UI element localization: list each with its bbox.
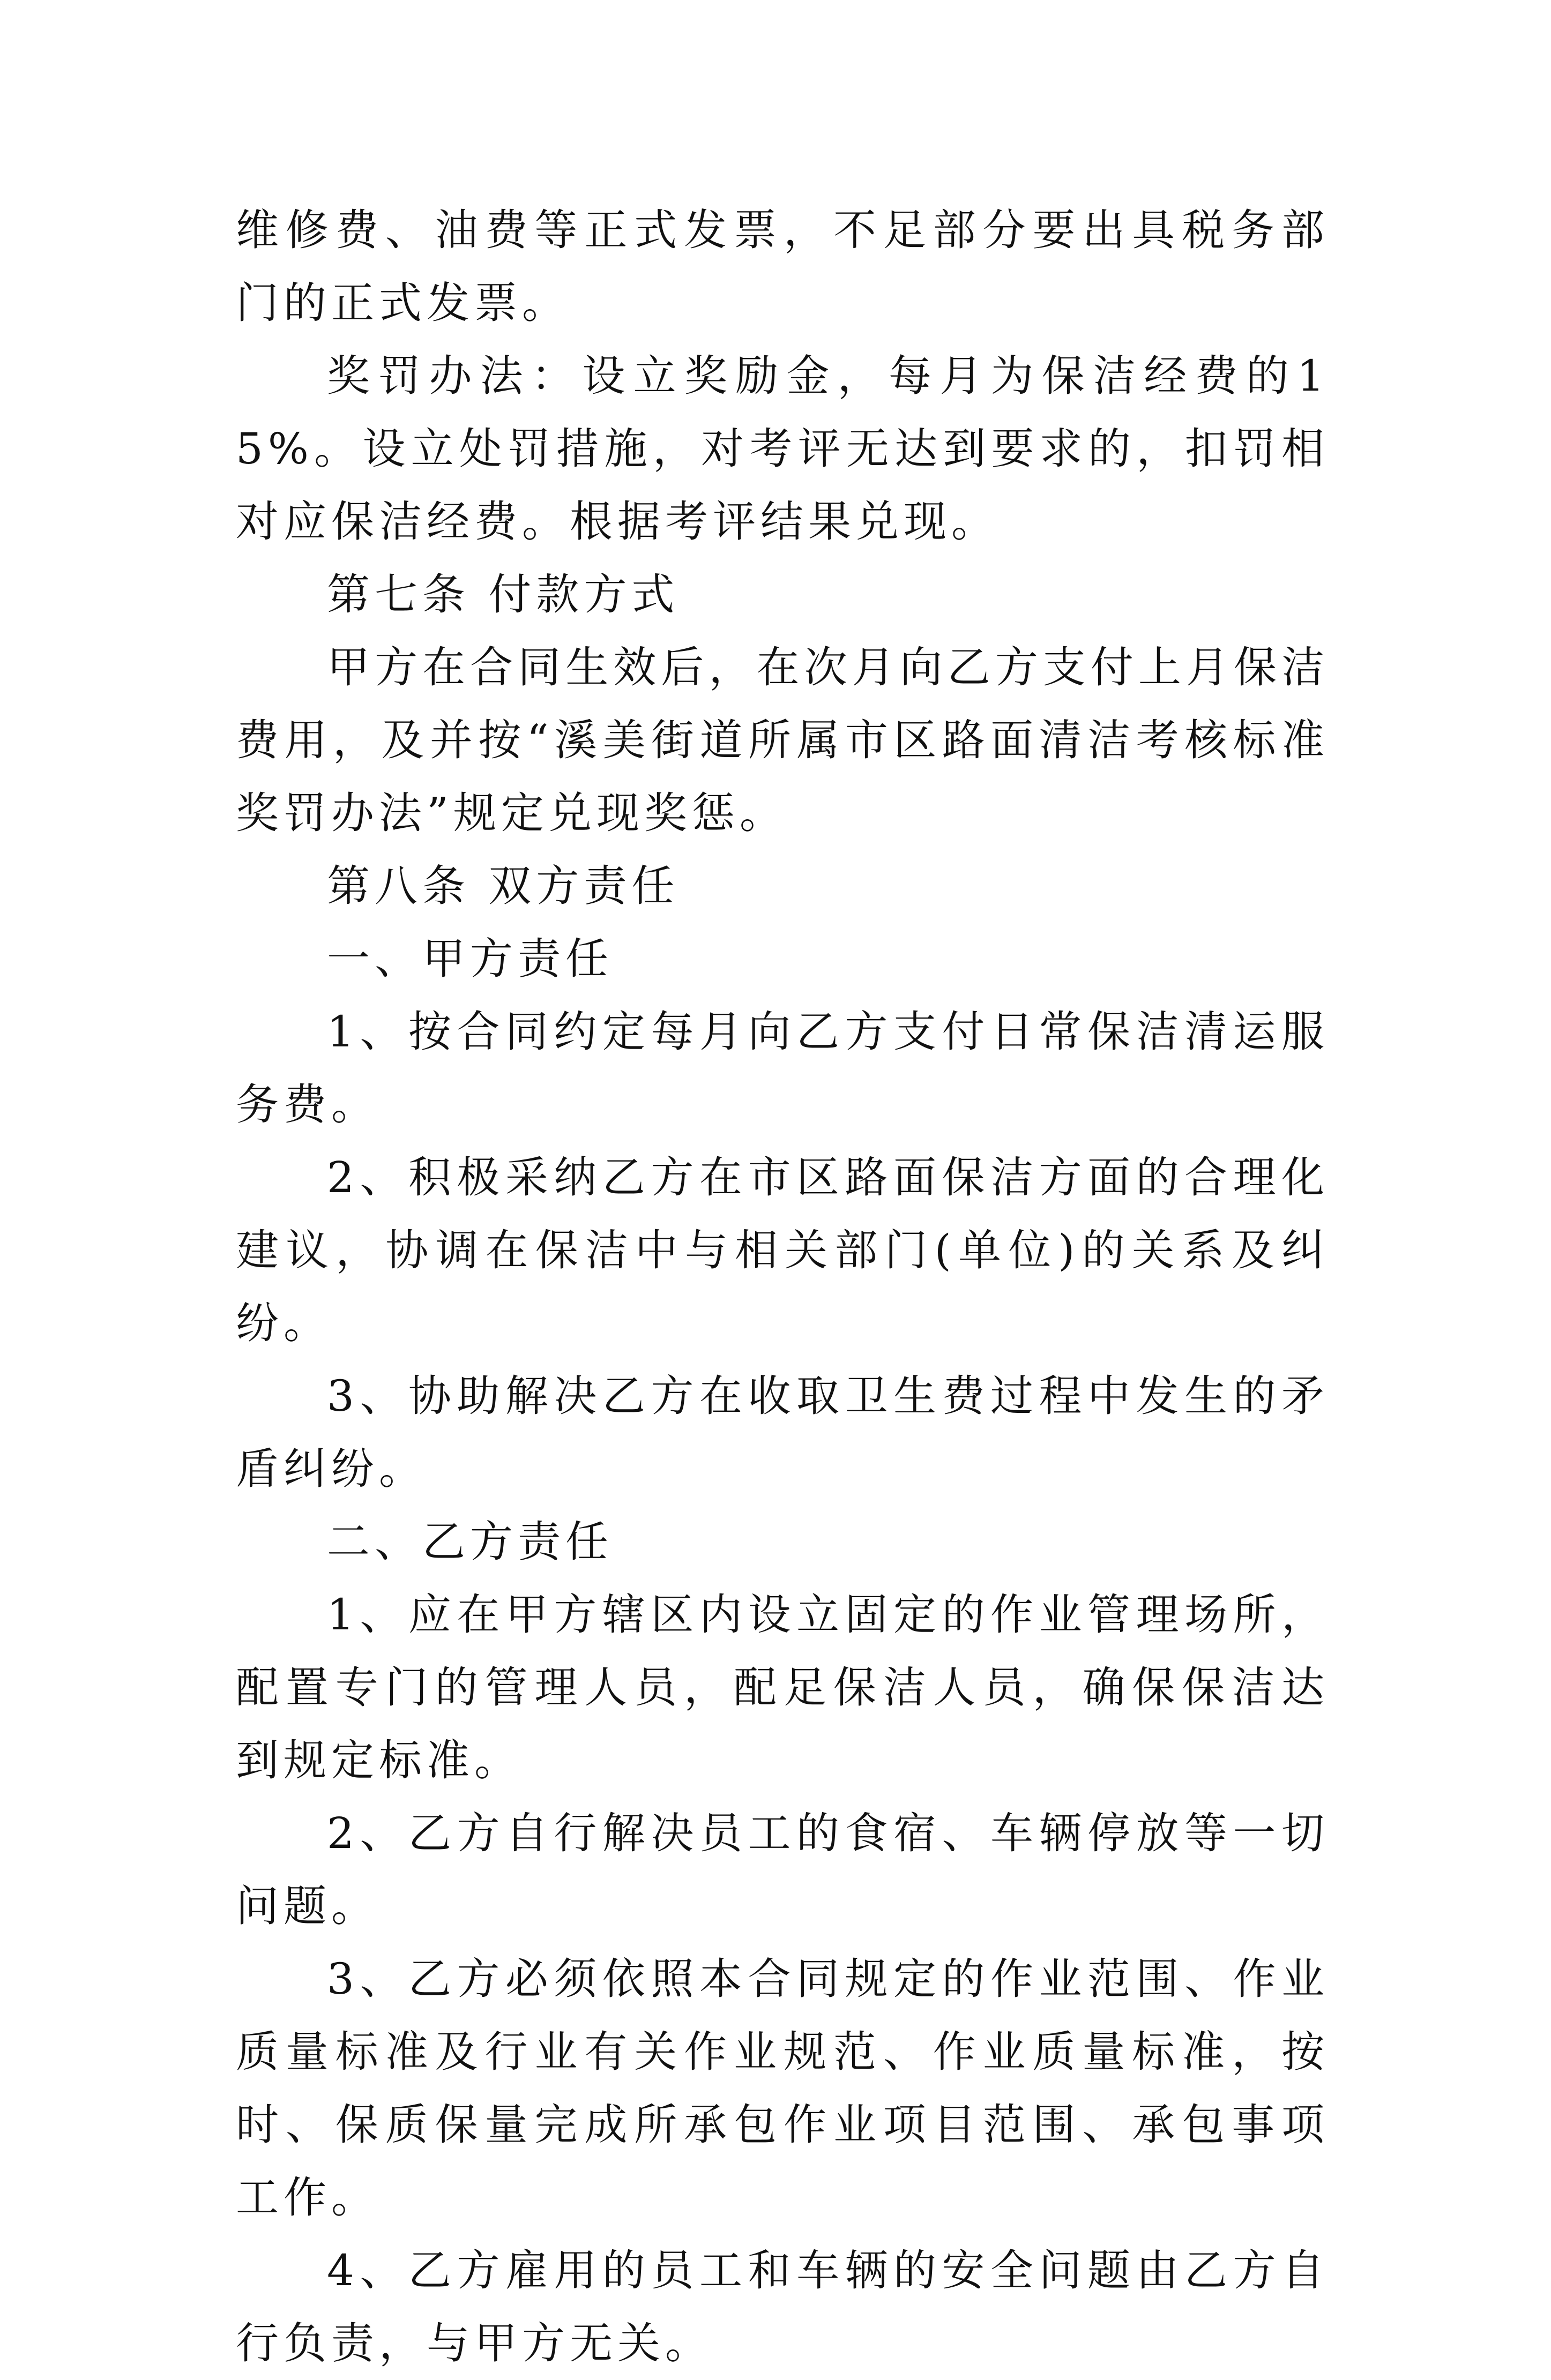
list-item-a2: 2、积极采纳乙方在市区路面保洁方面的合理化建议，协调在保洁中与相关部门(单位)的关系及纠纷。 [236,1152,1329,1348]
paragraph-reward-penalty: 奖罚办法：设立奖励金，每月为保洁经费的15%。设立处罚措施，对考评无达到要求的，扣罚相对应保洁经费。根据考评结果兑现。 [236,351,1329,547]
document-body [236,194,1329,2380]
list-item-b1: 1、应在甲方辖区内设立固定的作业管理场所，配置专门的管理人员，配足保洁人员，确保保洁达到规定标准。 [236,1590,1329,1785]
list-item-a3: 3、协助解决乙方在收取卫生费过程中发生的矛盾纠纷。 [236,1371,1329,1494]
list-item-b3: 3、乙方必须依照本合同规定的作业范围、作业质量标准及行业有关作业规范、作业质量标准，按时、保质保量完成所承包作业项目范围、承包事项工作。 [236,1954,1329,2222]
list-item-b4: 4、乙方雇用的员工和车辆的安全问题由乙方自行负责，与甲方无关。 [236,2246,1329,2368]
heading-article-8: 第八条 双方责任 [327,861,680,911]
paragraph-payment: 甲方在合同生效后，在次月向乙方支付上月保洁费用，及并按“溪美街道所属市区路面清洁考核标准奖罚办法”规定兑现奖惩。 [236,642,1329,838]
list-item-b2: 2、乙方自行解决员工的食宿、车辆停放等一切问题。 [236,1808,1329,1931]
list-item-a1: 1、按合同约定每月向乙方支付日常保洁清运服务费。 [236,1007,1329,1129]
heading-party-b-duties: 二、乙方责任 [327,1517,613,1567]
paragraph-invoice-continuation: 维修费、油费等正式发票，不足部分要出具税务部门的正式发票。 [236,205,1329,328]
heading-article-7: 第七条 付款方式 [327,570,680,619]
heading-party-a-duties: 一、甲方责任 [327,934,613,984]
